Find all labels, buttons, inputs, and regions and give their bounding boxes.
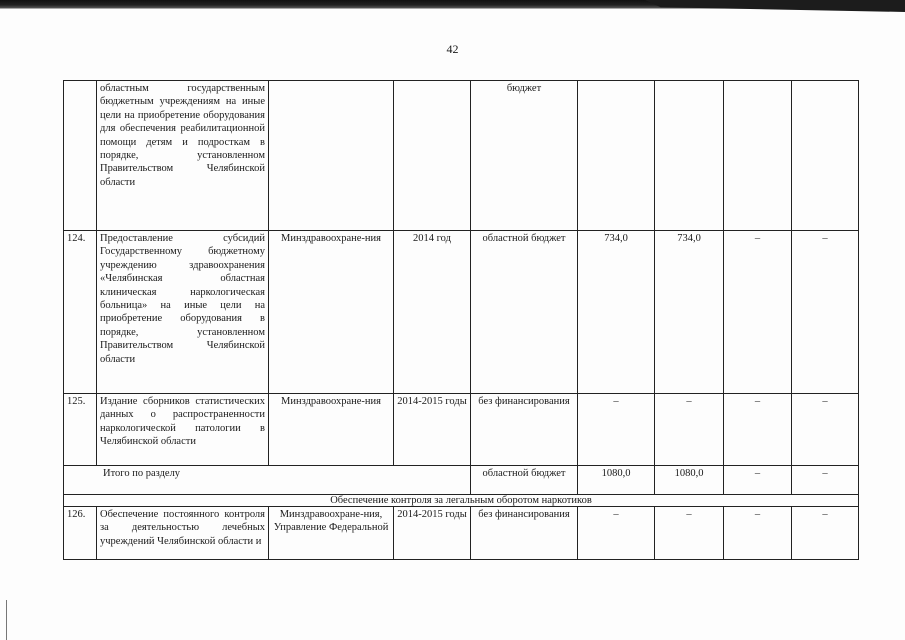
row-number (64, 81, 97, 231)
amount-2014: – (655, 507, 724, 560)
section-total-row (64, 466, 859, 495)
table-row (64, 231, 859, 394)
amount-2016: – (792, 507, 859, 560)
amount-total: 734,0 (578, 231, 655, 394)
executor (269, 81, 394, 231)
period: 2014-2015 годы (394, 394, 471, 466)
funding-source: бюджет (471, 81, 578, 231)
section-total-label: Итого по разделу (64, 466, 471, 495)
executor: Минздравоохране-ния, Управление Федеральной (269, 507, 394, 560)
amount-2016: – (792, 394, 859, 466)
table-row (64, 507, 859, 560)
period: 2014 год (394, 231, 471, 394)
funding-source: без финансирования (471, 507, 578, 560)
scan-top-edge-shadow (645, 0, 905, 12)
table-row (64, 394, 859, 466)
measure-description: Издание сборников статистических данных о распространенности наркологической патологии в Челябинской области (97, 394, 269, 466)
amount-total: – (578, 394, 655, 466)
table-row (64, 81, 859, 231)
executor: Минздравоохране-ния (269, 231, 394, 394)
amount-2015: – (724, 231, 792, 394)
executor: Минздравоохране-ния (269, 394, 394, 466)
section-heading-row (64, 495, 859, 507)
amount-2014: 734,0 (655, 231, 724, 394)
funding-source: без финансирования (471, 394, 578, 466)
measure-description: Обеспечение постоянного контроля за деятельностью лечебных учреждений Челябинской области и (97, 507, 269, 560)
funding-source: областной бюджет (471, 231, 578, 394)
program-measures-table (63, 80, 859, 560)
section-heading: Обеспечение контроля за легальным оборотом наркотиков (64, 495, 859, 507)
amount-2014: 1080,0 (655, 466, 724, 495)
amount-2016: – (792, 231, 859, 394)
amount-2015: – (724, 394, 792, 466)
amount-total: 1080,0 (578, 466, 655, 495)
amount-total: – (578, 507, 655, 560)
measure-description: областным государственным бюджетным учреждениям на иные цели на приобретение оборудования для обеспечения реабилитационной помощи детям и подросткам в порядке, установленном Правительством Челябинской области (97, 81, 269, 231)
amount-2015: – (724, 507, 792, 560)
amount-2015: – (724, 466, 792, 495)
amount-2014 (655, 81, 724, 231)
amount-2015 (724, 81, 792, 231)
row-number: 126. (64, 507, 97, 560)
amount-2014: – (655, 394, 724, 466)
measure-description: Предоставление субсидий Государственному бюджетному учреждению здравоохранения «Челябинская областная клиническая наркологическая больница» на иные цели на приобретение оборудования в порядке, установленном Правительством Челябинской области (97, 231, 269, 394)
amount-2016: – (792, 466, 859, 495)
funding-source: областной бюджет (471, 466, 578, 495)
period (394, 81, 471, 231)
period: 2014-2015 годы (394, 507, 471, 560)
amount-total (578, 81, 655, 231)
amount-2016 (792, 81, 859, 231)
row-number: 124. (64, 231, 97, 394)
row-number: 125. (64, 394, 97, 466)
scan-margin-mark (6, 600, 7, 640)
page-number: 42 (446, 42, 459, 56)
